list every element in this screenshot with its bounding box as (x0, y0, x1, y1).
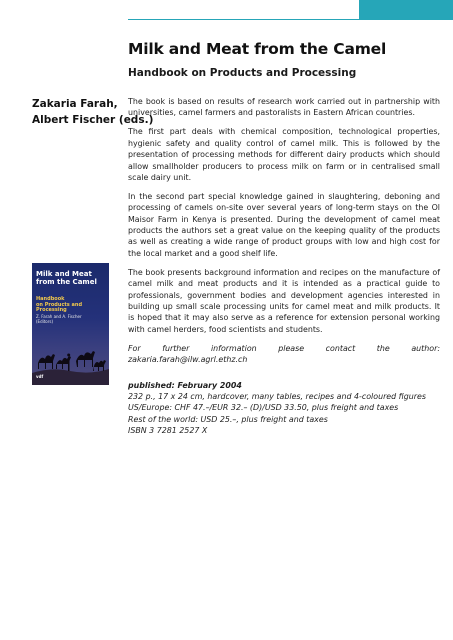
price-world: Rest of the world: USD 25.–, plus freight and taxes (128, 414, 328, 424)
paragraph-4: The book presents background information and recipes on the manufacture of camel milk and meat products and it is intended as a practical guide to professionals, government bodies and development agencies interested in building up small scale processing units for camel meat and milk products. It is hoped that it may also serve as a reference for extension personal working with camel herders, food scientists and students. (128, 267, 440, 334)
cover-authors-line-1: Z. Farah and A. Fischer (36, 314, 82, 319)
cover-subtitle (36, 297, 106, 314)
header-accent-block (359, 0, 453, 20)
cover-title-line-2: from the Camel (36, 277, 97, 286)
book-title: Milk and Meat from the Camel (128, 40, 387, 58)
authors (32, 96, 154, 128)
paragraph-2: The first part deals with chemical composition, technological properties, hygienic safety and quality control of camel milk. This is followed by the presentation of processing methods for different dairy products which should allow smallholder producers to process milk on farm or in centralised small scale dairy unit. (128, 127, 440, 182)
header-accent-line (128, 19, 359, 20)
publication-date: published: February 2004 (128, 380, 242, 390)
cover-title-line-1: Milk and Meat (36, 270, 92, 278)
author-1: Zakaria Farah, (32, 98, 118, 110)
book-subtitle: Handbook on Products and Processing (128, 67, 357, 79)
author-2: Albert Fischer (eds.) (32, 114, 154, 126)
cover-subtitle-line-1: Handbook (36, 296, 65, 302)
cover-title (36, 271, 106, 286)
paragraph-1: The book is based on results of research work carried out in partnership with universities, camel farmers and pastoralists in Eastern African countries. (128, 97, 440, 118)
book-cover-image (32, 263, 109, 385)
cover-subtitle-line-3: Processing (36, 307, 67, 314)
paragraph-3: In the second part special knowledge gained in slaughtering, deboning and processing of camels on-site over several years of long-term stays on the Ol Maisor Farm in Kenya is presented. During the development of camel meat products the authors set a great value on the keeping quality of the products as well as creating a wide range of product groups with low and high cost for the local market and a good shelf life. (128, 191, 440, 258)
cover-subtitle-line-2: on Products and (36, 301, 83, 308)
isbn: ISBN 3 7281 2527 X (128, 426, 208, 436)
contact-info: For further information please contact the author: zakaria.farah@ilw.agrl.ethz.ch (128, 343, 440, 365)
top-bar (0, 0, 453, 20)
camel-silhouette-illustration (32, 333, 109, 385)
publication-info (128, 380, 440, 437)
price-eu: US/Europe: CHF 47.–/EUR 32.– (D)/USD 33.50, plus freight and taxes (128, 403, 399, 413)
cover-authors-line-2: (Editors) (36, 318, 54, 324)
publisher-logo: vdf (36, 374, 44, 379)
description (128, 96, 440, 437)
cover-authors (36, 315, 106, 324)
publication-details: 232 p., 17 x 24 cm, hardcover, many tables, recipes and 4-coloured figures (128, 391, 426, 401)
